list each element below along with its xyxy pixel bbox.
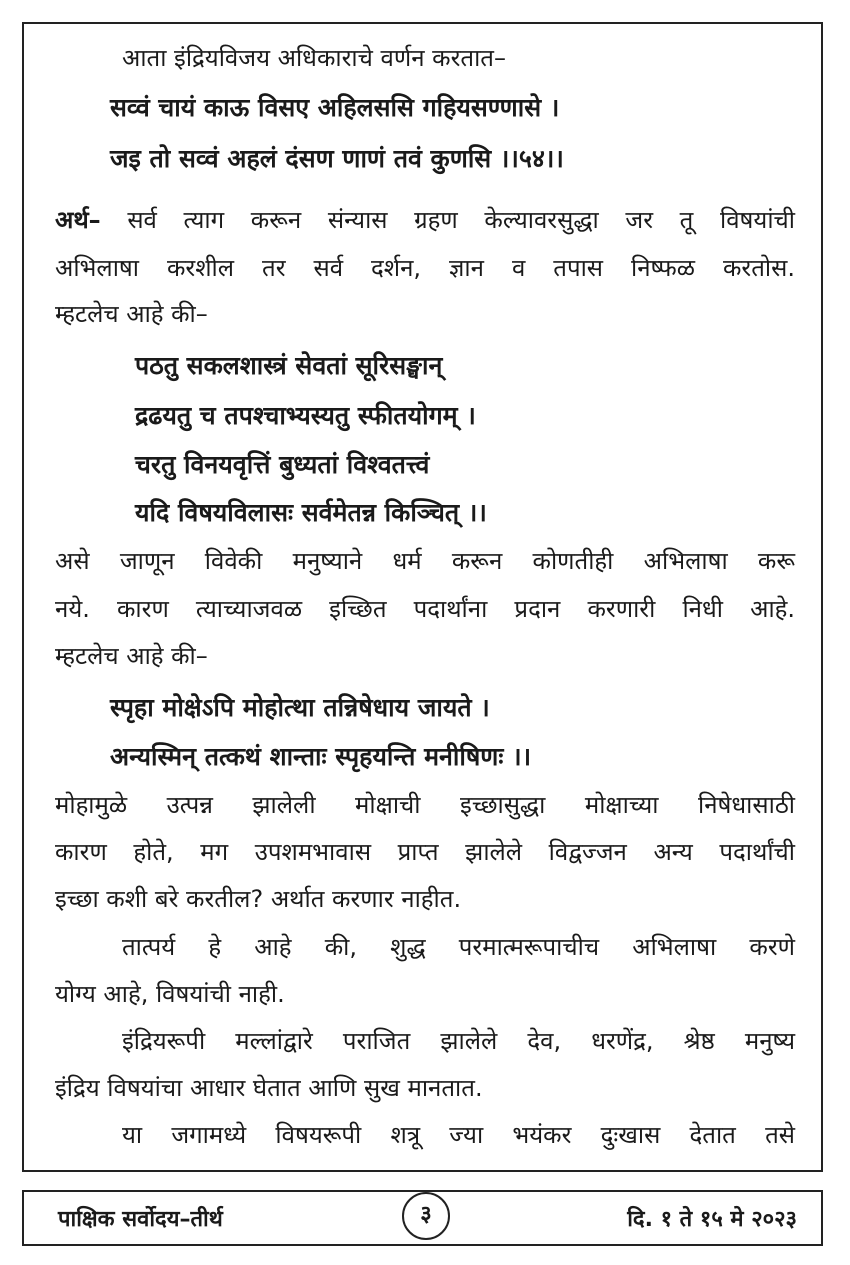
para2-line-3: म्हटलेच आहे की–: [55, 642, 208, 670]
para4-line-2: योग्य आहे, विषयांची नाही.: [55, 980, 285, 1008]
verse2-line-1: पठतु सकलशास्त्रं सेवतां सूरिसङ्घान्: [135, 351, 443, 380]
para4-line-1: तात्पर्य हे आहे की, शुद्ध परमात्मरूपाचीच अभिलाषा करणे: [122, 933, 795, 961]
page-number: ३: [402, 1192, 450, 1240]
verse1-line-2: जइ तो सव्वं अहलं दंसण णाणं तवं कुणसि ।।५४।।: [110, 144, 564, 173]
artha-line-3: म्हटलेच आहे की–: [55, 300, 208, 328]
intro-line: आता इंद्रियविजय अधिकाराचे वर्णन करतात–: [122, 44, 506, 72]
para5-line-2: इंद्रिय विषयांचा आधार घेतात आणि सुख मानतात.: [55, 1074, 483, 1102]
verse1-line-1: सव्वं चायं काऊ विसए अहिलससि गहियसण्णासे ।: [110, 93, 560, 122]
para3-line-1: मोहामुळे उत्पन्न झालेली मोक्षाची इच्छासुद्धा मोक्षाच्या निषेधासाठी: [55, 791, 795, 819]
publication-name: पाक्षिक सर्वोदय–तीर्थ: [58, 1207, 223, 1232]
para2-line-2: नये. कारण त्याच्याजवळ इच्छित पदार्थांना प्रदान करणारी निधी आहे.: [55, 595, 795, 623]
para5-line-1: इंद्रियरूपी मल्लांद्वारे पराजित झालेले देव, धरणेंद्र, श्रेष्ठ मनुष्य: [122, 1027, 795, 1055]
artha-line-2: अभिलाषा करशील तर सर्व दर्शन, ज्ञान व तपास निष्फळ करतोस.: [55, 254, 795, 282]
verse3-line-2: अन्यस्मिन् तत्कथं शान्ताः स्पृहयन्ति मनीषिणः ।।: [110, 742, 532, 771]
verse2-line-4: यदि विषयविलासः सर्वमेतन्न किञ्चित् ।।: [135, 498, 487, 527]
verse3-line-1: स्पृहा मोक्षेऽपि मोहोत्था तन्निषेधाय जायते ।: [110, 693, 490, 722]
para3-line-3: इच्छा कशी बरे करतील? अर्थात करणार नाहीत.: [55, 885, 462, 913]
artha-label: अर्थ–: [55, 206, 101, 234]
issue-date: दि. १ ते १५ मे २०२३: [627, 1207, 797, 1232]
artha-line-1: [55, 204, 795, 236]
para2-line-1: असे जाणून विवेकी मनुष्याने धर्म करून कोणतीही अभिलाषा करू: [55, 547, 795, 575]
verse2-line-3: चरतु विनयवृत्तिं बुध्यतां विश्वतत्त्वं: [135, 450, 430, 479]
page-footer: [22, 1190, 823, 1246]
artha-text: सर्व त्याग करून संन्यास ग्रहण केल्यावरसुद्धा जर तू विषयांची: [100, 206, 795, 234]
para6-line-1: या जगामध्ये विषयरूपी शत्रू ज्या भयंकर दुःखास देतात तसे: [122, 1121, 795, 1149]
verse2-line-2: द्रढयतु च तपश्चाभ्यस्यतु स्फीतयोगम् ।: [135, 401, 476, 430]
para3-line-2: कारण होते, मग उपशमभावास प्राप्त झालेले विद्वज्जन अन्य पदार्थांची: [55, 838, 795, 866]
